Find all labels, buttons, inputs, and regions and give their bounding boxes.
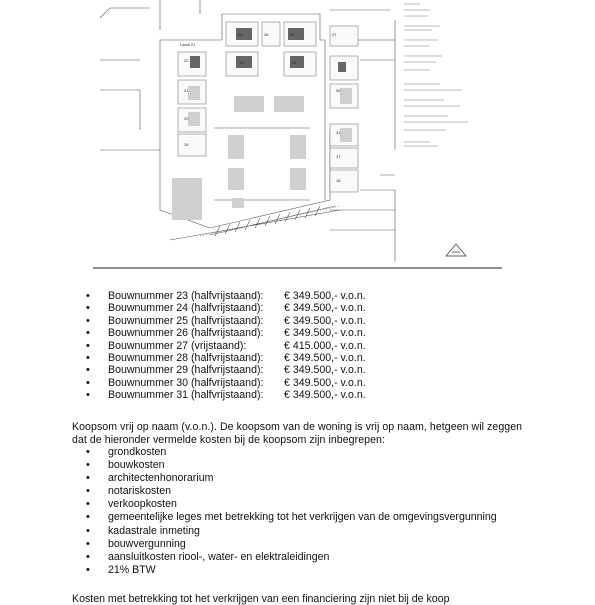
- lot-label: Bouwnummer 23 (halfvrijstaand):: [108, 290, 264, 302]
- included-cost-item: • grondkosten: [86, 446, 497, 459]
- lot-label: Bouwnummer 30 (halfvrijstaand):: [108, 376, 264, 389]
- lot-label: Bouwnummer 24 (halfvrijstaand):: [108, 302, 264, 315]
- svg-text:19: 19: [184, 142, 189, 147]
- lot-price: € 349.500,- v.o.n.: [284, 327, 366, 340]
- lot-price: € 349.500,- v.o.n.: [284, 376, 366, 389]
- included-cost-item: • notariskosten: [86, 485, 497, 498]
- included-cost-item: • verkoopkosten: [86, 498, 497, 511]
- svg-text:24: 24: [238, 32, 243, 37]
- included-cost-item: • gemeentelijke leges met betrekking tot het verkrijgen van de omgevingsvergunning: [86, 511, 497, 524]
- price-list-item: [86, 389, 366, 401]
- included-cost-item: • aansluitkosten riool-, water- en elektraleidingen: [86, 551, 497, 564]
- lot-price: € 349.500,- v.o.n.: [284, 389, 366, 402]
- price-list-item: [86, 340, 366, 352]
- svg-text:30: 30: [336, 88, 341, 93]
- included-cost-item: • bouwvergunning: [86, 538, 497, 551]
- lot-label: Bouwnummer 28 (halfvrijstaand):: [108, 352, 264, 365]
- lot-price: € 349.500,- v.o.n.: [284, 364, 366, 377]
- cutoff-paragraph: Kosten met betrekking tot het verkrijgen van een financiering zijn niet bij de koop: [72, 593, 450, 605]
- lot-label: Bouwnummer 27 (vrijstaand):: [108, 339, 247, 352]
- included-cost-item: • bouwkosten: [86, 459, 497, 472]
- lot-price: € 349.500,- v.o.n.: [284, 352, 366, 365]
- price-list-item: [86, 352, 366, 364]
- svg-text:29: 29: [292, 60, 297, 65]
- price-list: [86, 290, 366, 402]
- svg-text:Landl 21: Landl 21: [180, 42, 196, 47]
- svg-text:18: 18: [336, 178, 341, 183]
- price-list-item: [86, 364, 366, 376]
- lot-price: € 349.500,- v.o.n.: [284, 302, 366, 315]
- lot-price: € 349.500,- v.o.n.: [284, 314, 366, 327]
- svg-text:17: 17: [336, 154, 341, 159]
- price-list-item: [86, 315, 366, 327]
- lot-label: Bouwnummer 26 (halfvrijstaand):: [108, 327, 264, 340]
- lot-label: Bouwnummer 31 (halfvrijstaand):: [108, 389, 264, 402]
- svg-text:23: 23: [240, 60, 245, 65]
- price-list-item: [86, 377, 366, 389]
- price-list-item: [86, 290, 366, 302]
- lot-price: € 349.500,- v.o.n.: [284, 290, 366, 302]
- svg-text:28: 28: [290, 32, 295, 37]
- intro-paragraph: Koopsom vrij op naam (v.o.n.). De koopsom van de woning is vrij op naam, hetgeen wil zeggen dat de hieronder vermelde kosten bij de koopsom zijn inbegrepen:: [72, 421, 523, 446]
- site-plan-drawing: [0, 0, 595, 272]
- included-cost-item: • 21% BTW: [86, 564, 497, 577]
- lot-label: Bouwnummer 25 (halfvrijstaand):: [108, 314, 264, 327]
- svg-text:21: 21: [184, 88, 189, 93]
- included-cost-item: • kadastrale inmeting: [86, 525, 497, 538]
- included-cost-item: • architectenhonorarium: [86, 472, 497, 485]
- svg-text:22: 22: [184, 58, 189, 63]
- lot-price: € 415.000,- v.o.n.: [284, 339, 366, 352]
- svg-text:27: 27: [332, 32, 337, 37]
- svg-text:26: 26: [264, 32, 269, 37]
- lot-label: Bouwnummer 29 (halfvrijstaand):: [108, 364, 264, 377]
- svg-text:20: 20: [184, 116, 189, 121]
- price-list-item: [86, 327, 366, 339]
- svg-text:31: 31: [336, 130, 341, 135]
- price-list-item: [86, 302, 366, 314]
- included-costs-list: [86, 446, 497, 577]
